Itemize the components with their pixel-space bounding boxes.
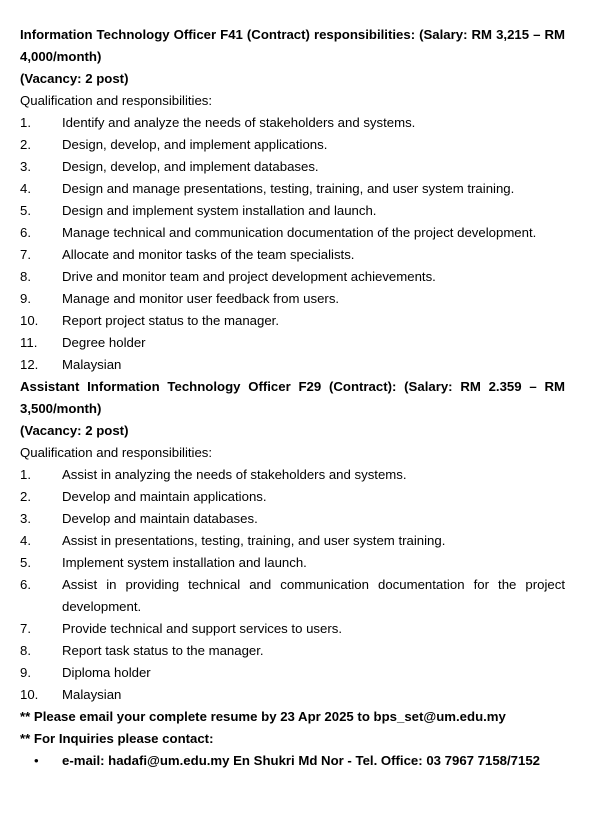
- item-number: 1.: [20, 115, 31, 130]
- list-item: [20, 222, 565, 244]
- job-heading: Assistant Information Technology Officer F29 (Contract): (Salary: RM 2.359 – RM 3,500/month): [20, 379, 565, 416]
- item-text: Implement system installation and launch.: [62, 555, 307, 570]
- responsibility-list: [20, 464, 565, 706]
- list-item: [20, 486, 565, 508]
- job-posting-document: [20, 24, 565, 772]
- item-text: Design and implement system installation and launch.: [62, 203, 377, 218]
- vacancy-count: (Vacancy: 2 post): [20, 71, 129, 86]
- contact-list: [20, 750, 565, 772]
- item-text: Drive and monitor team and project development achievements.: [62, 269, 436, 284]
- list-item: [20, 574, 565, 618]
- list-item: [20, 552, 565, 574]
- application-footer: [20, 706, 565, 772]
- item-text: Manage technical and communication documentation of the project development.: [62, 225, 537, 240]
- item-number: 11.: [20, 335, 38, 350]
- item-number: 4.: [20, 181, 31, 196]
- item-text: Malaysian: [62, 687, 122, 702]
- list-item: [20, 134, 565, 156]
- list-item: [20, 266, 565, 288]
- item-text: Design, develop, and implement databases.: [62, 159, 319, 174]
- item-text: Assist in providing technical and communication documentation for the project development.: [62, 577, 565, 614]
- list-item: [20, 112, 565, 134]
- item-text: Report project status to the manager.: [62, 313, 279, 328]
- item-number: 4.: [20, 533, 31, 548]
- item-number: 1.: [20, 467, 31, 482]
- list-item: [20, 662, 565, 684]
- list-item: [20, 178, 565, 200]
- item-text: Develop and maintain applications.: [62, 489, 267, 504]
- list-item: [20, 684, 565, 706]
- item-text: Assist in presentations, testing, training, and user system training.: [62, 533, 446, 548]
- item-number: 10.: [20, 313, 39, 328]
- item-text: Design, develop, and implement applications.: [62, 137, 328, 152]
- vacancy-count: (Vacancy: 2 post): [20, 423, 129, 438]
- qualification-label: Qualification and responsibilities:: [20, 93, 213, 108]
- item-number: 6.: [20, 225, 31, 240]
- item-number: 3.: [20, 511, 31, 526]
- list-item: [20, 200, 565, 222]
- item-number: 2.: [20, 489, 31, 504]
- item-number: 7.: [20, 247, 31, 262]
- item-text: Degree holder: [62, 335, 146, 350]
- list-item: [20, 640, 565, 662]
- qualification-label: Qualification and responsibilities:: [20, 445, 213, 460]
- item-number: 8.: [20, 643, 31, 658]
- item-number: 9.: [20, 291, 31, 306]
- list-item: [20, 288, 565, 310]
- list-item: [20, 310, 565, 332]
- item-number: 9.: [20, 665, 31, 680]
- item-number: 2.: [20, 137, 31, 152]
- item-number: 7.: [20, 621, 31, 636]
- list-item: [20, 618, 565, 640]
- bullet-icon: •: [34, 753, 39, 768]
- item-text: Manage and monitor user feedback from users.: [62, 291, 340, 306]
- list-item: [20, 332, 565, 354]
- item-text: Diploma holder: [62, 665, 151, 680]
- list-item: [20, 464, 565, 486]
- item-text: Report task status to the manager.: [62, 643, 264, 658]
- job-section-assistant-it-officer: [20, 376, 565, 706]
- item-number: 5.: [20, 555, 31, 570]
- job-section-it-officer: [20, 24, 565, 376]
- list-item: [20, 156, 565, 178]
- item-number: 10.: [20, 687, 39, 702]
- item-text: Develop and maintain databases.: [62, 511, 258, 526]
- item-text: Identify and analyze the needs of stakeholders and systems.: [62, 115, 416, 130]
- item-text: Design and manage presentations, testing, training, and user system training.: [62, 181, 515, 196]
- responsibility-list: [20, 112, 565, 376]
- item-text: Allocate and monitor tasks of the team specialists.: [62, 247, 355, 262]
- resume-notice: ** Please email your complete resume by 23 Apr 2025 to bps_set@um.edu.my: [20, 709, 506, 724]
- list-item: [20, 244, 565, 266]
- list-item: [20, 508, 565, 530]
- contact-item: [20, 750, 565, 772]
- item-number: 8.: [20, 269, 31, 284]
- job-heading: Information Technology Officer F41 (Contract) responsibilities: (Salary: RM 3,215 – RM 4,000/month): [20, 27, 565, 64]
- item-number: 6.: [20, 577, 31, 592]
- list-item: [20, 354, 565, 376]
- item-number: 5.: [20, 203, 31, 218]
- item-number: 12.: [20, 357, 39, 372]
- inquiries-label: ** For Inquiries please contact:: [20, 731, 214, 746]
- list-item: [20, 530, 565, 552]
- item-text: Assist in analyzing the needs of stakeholders and systems.: [62, 467, 407, 482]
- contact-text: e-mail: hadafi@um.edu.my En Shukri Md Nor - Tel. Office: 03 7967 7158/7152: [62, 753, 540, 768]
- item-text: Malaysian: [62, 357, 122, 372]
- item-number: 3.: [20, 159, 31, 174]
- item-text: Provide technical and support services to users.: [62, 621, 343, 636]
